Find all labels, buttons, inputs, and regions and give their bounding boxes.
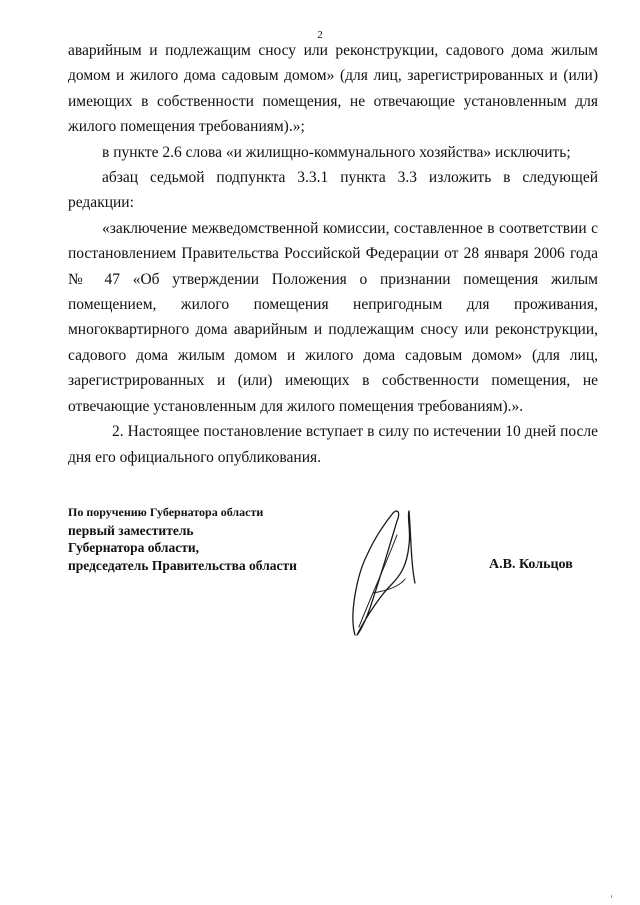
paragraph-clause-2-6: в пункте 2.6 слова «и жилищно-коммунального хозяйства» исключить; xyxy=(102,143,571,161)
signatory-line-1: По поручению Губернатора области xyxy=(68,505,264,519)
signatory-name: А.В. Кольцов xyxy=(489,557,573,572)
page-number: 2 xyxy=(317,29,323,41)
handwritten-signature xyxy=(345,505,425,640)
paragraph-clause-3-3-1: абзац седьмой подпункта 3.3.1 пункта 3.3 изложить в следующей редакции: xyxy=(68,169,598,212)
paragraph-effective-date: 2. Настоящее постановление вступает в силу по истечении 10 дней после дня его официального опубликования. xyxy=(68,423,598,466)
signatory-title xyxy=(68,504,297,574)
signatory-line-4: председатель Правительства области xyxy=(68,557,297,573)
signatory-line-2: первый заместитель xyxy=(68,522,194,538)
paragraph-continuation: аварийным и подлежащим сносу или реконструкции, садового дома жилым домом и жилого дома садовым домом» (для лиц, зарегистрированных и (или) имеющих в собственности помещения, не отвечающие установленным для жилого помещения требованиям).»; xyxy=(68,42,598,136)
scan-speck xyxy=(611,895,612,898)
paragraph-quoted-text: «заключение межведомственной комиссии, составленное в соответствии с постановлением Правительства Российской Федерации от 28 января 2006 года № 47 «Об утверждении Положения о признании помещения жилым помещением, жилого помещения непригодным для проживания, многоквартирного дома аварийным и подлежащим сносу или реконструкции, садового дома жилым домом и жилого дома садовым домом» (для лиц, зарегистрированных и (или) имеющих в собственности помещения, не отвечающие установленным для жилого помещения требованиям).». xyxy=(68,219,598,415)
document-body xyxy=(68,38,598,470)
signatory-line-3: Губернатора области, xyxy=(68,540,199,555)
